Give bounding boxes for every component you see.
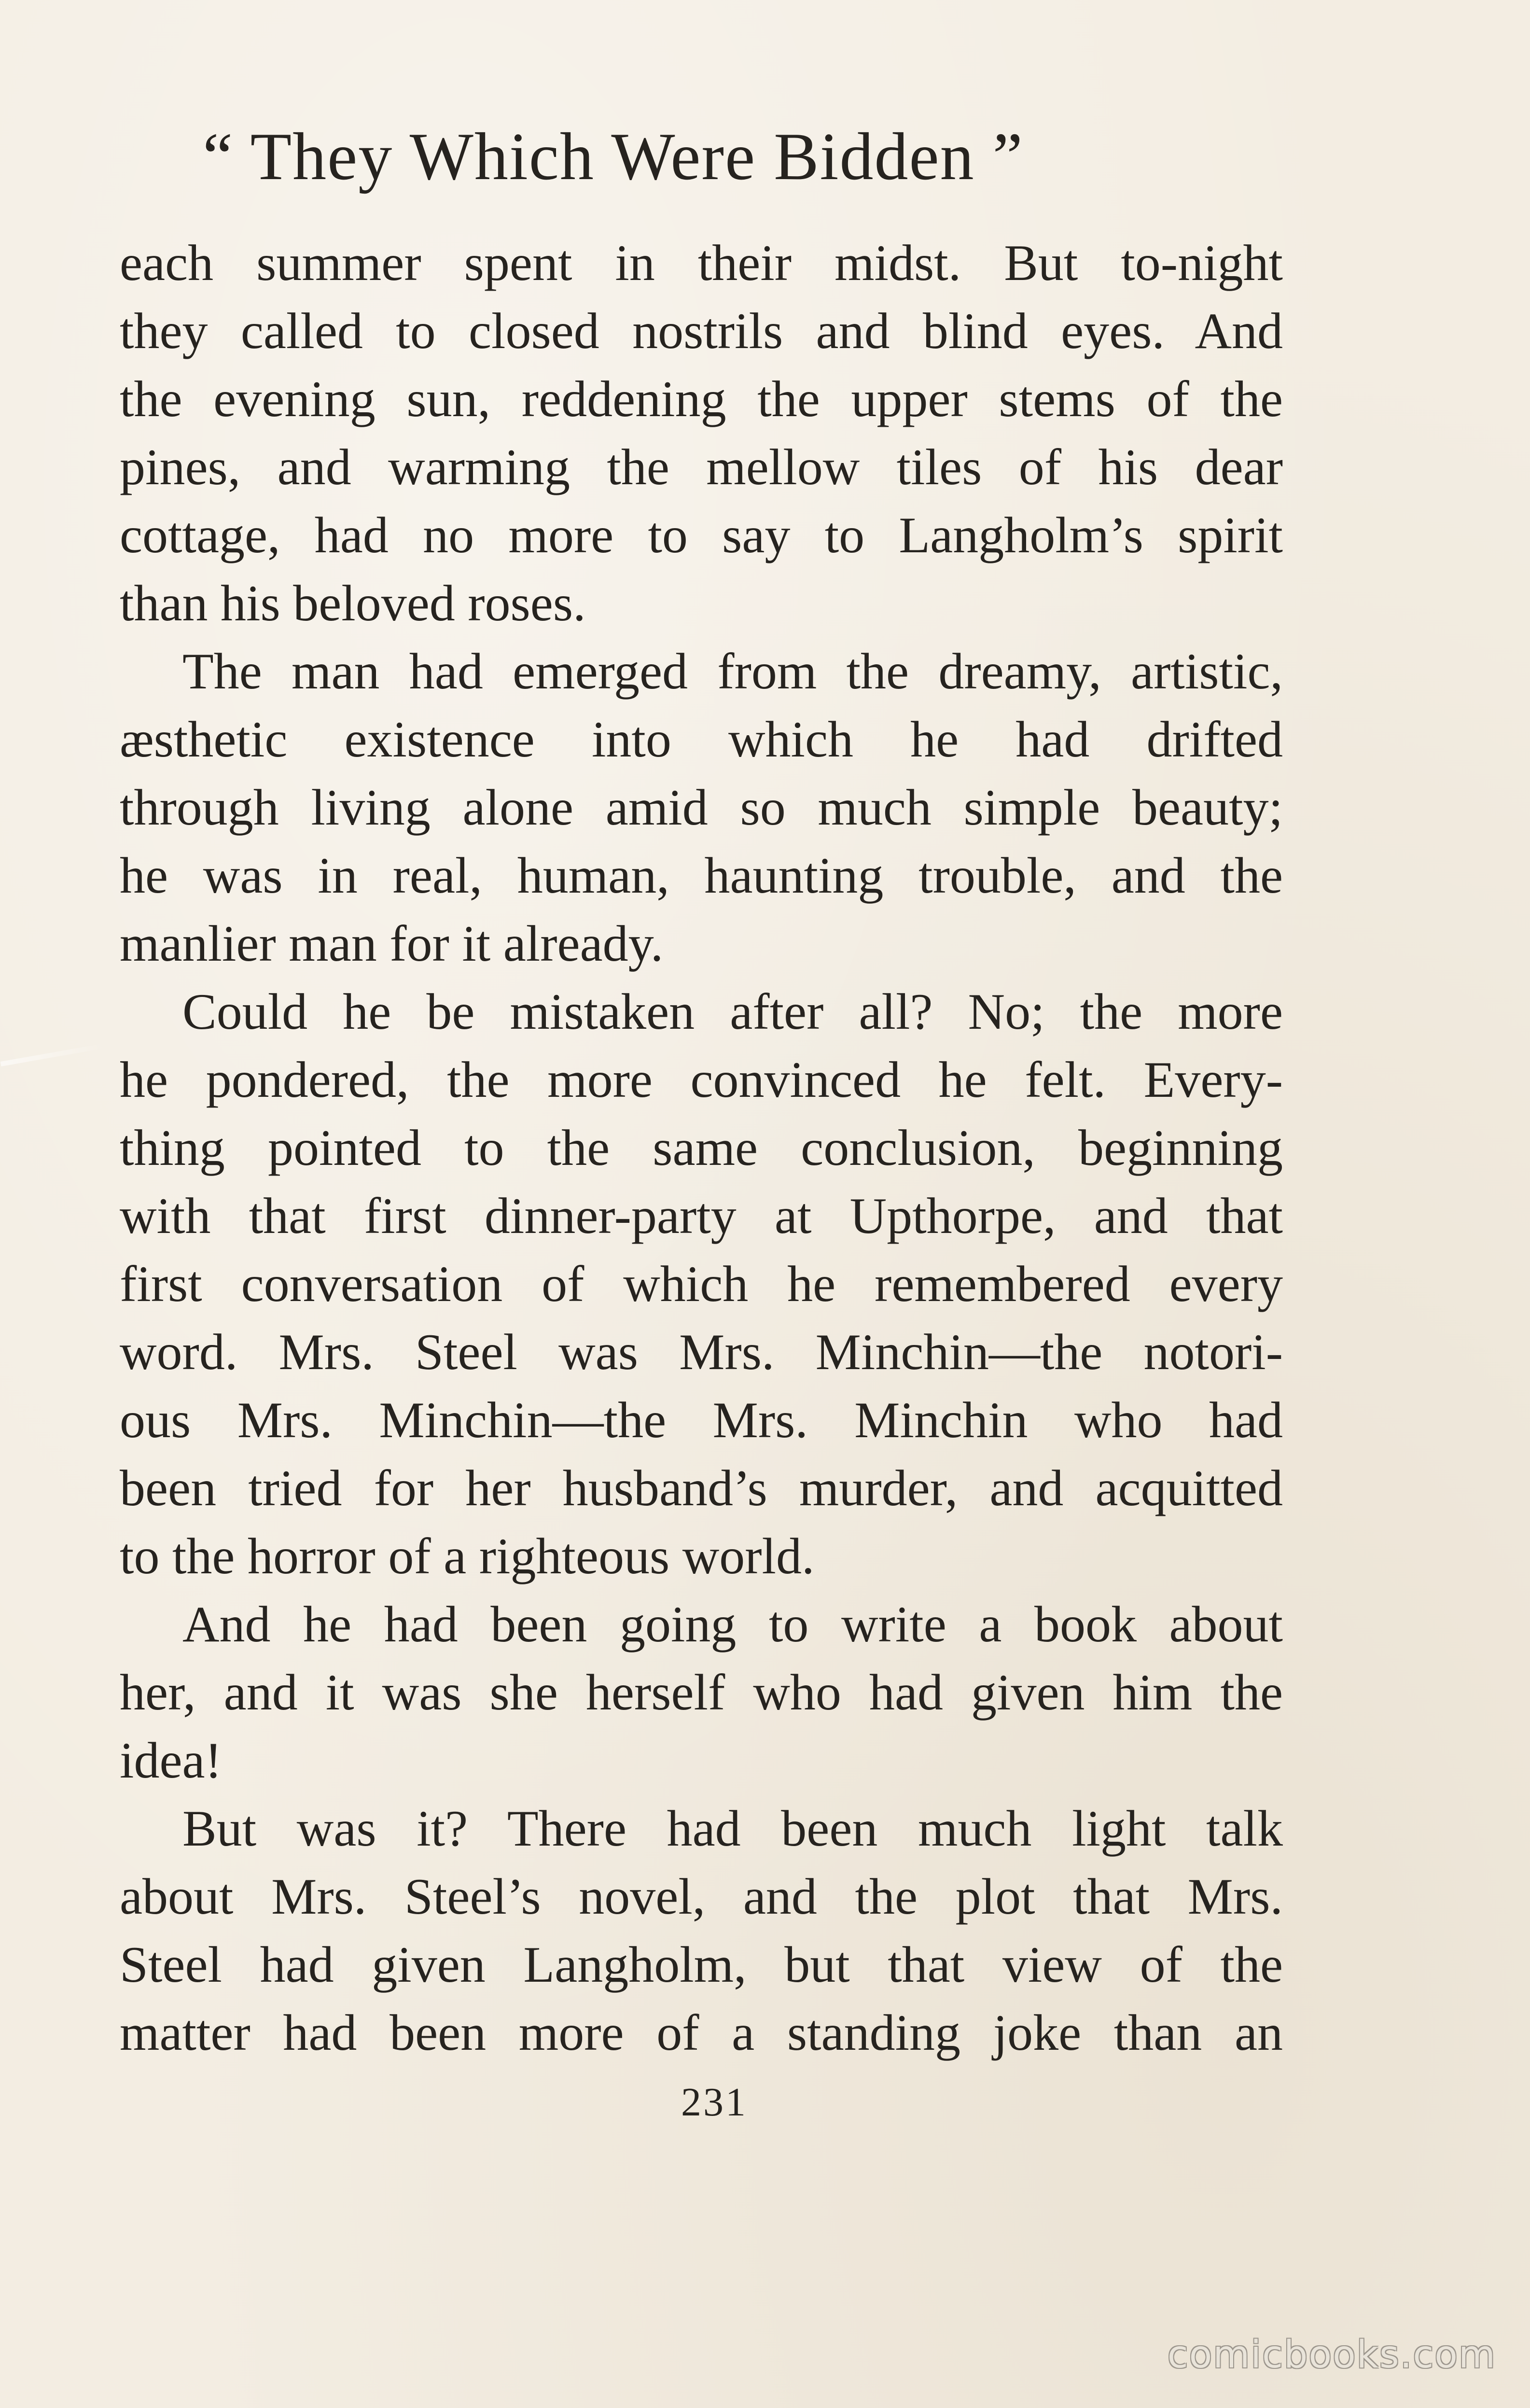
paragraph (120, 1590, 1283, 1794)
text-line: than his beloved roses. (120, 575, 586, 631)
text-line: But was it? There had been much light talk (182, 1800, 1283, 1857)
body-text (120, 229, 1283, 2067)
text-line: cottage, had no more to say to Langholm’s spirit (120, 507, 1283, 563)
text-line: The man had emerged from the dreamy, artistic, (182, 643, 1283, 700)
text-line: pines, and warming the mellow tiles of his dear (120, 439, 1283, 495)
paragraph (120, 1794, 1283, 2067)
text-line: he was in real, human, haunting trouble, and the (120, 847, 1283, 904)
text-line: ous Mrs. Minchin—the Mrs. Minchin who had (120, 1392, 1283, 1448)
text-line: with that first dinner-party at Upthorpe, and that (120, 1188, 1283, 1244)
text-line: her, and it was she herself who had given him the (120, 1664, 1283, 1721)
text-line: And he had been going to write a book about (182, 1596, 1283, 1652)
watermark-logo: comicbooks.com (1167, 2333, 1496, 2377)
text-line: idea! (120, 1732, 222, 1789)
text-line: matter had been more of a standing joke than an (120, 2004, 1283, 2061)
text-line: first conversation of which he remembered every (120, 1256, 1283, 1312)
paragraph (120, 978, 1283, 1590)
text-line: through living alone amid so much simple beauty; (120, 779, 1283, 836)
text-line: been tried for her husband’s murder, and acquitted (120, 1460, 1283, 1516)
text-line: about Mrs. Steel’s novel, and the plot that Mrs. (120, 1868, 1283, 1925)
text-line: Could he be mistaken after all? No; the more (182, 983, 1283, 1040)
paragraph (120, 229, 1283, 637)
paragraph (120, 637, 1283, 978)
text-line: the evening sun, reddening the upper stems of the (120, 371, 1283, 427)
text-line: æsthetic existence into which he had drifted (120, 711, 1283, 768)
text-line: word. Mrs. Steel was Mrs. Minchin—the notori- (120, 1324, 1283, 1380)
text-line: each summer spent in their midst. But to-night (120, 235, 1283, 291)
text-line: to the horror of a righteous world. (120, 1528, 815, 1584)
text-line: Steel had given Langholm, but that view of the (120, 1936, 1283, 1993)
text-line: they called to closed nostrils and blind eyes. And (120, 303, 1283, 359)
running-head: “ They Which Were Bidden ” (203, 119, 1024, 194)
page-number: 231 (681, 2080, 748, 2125)
text-line: thing pointed to the same conclusion, beginning (120, 1120, 1283, 1176)
text-line: he pondered, the more convinced he felt. Every- (120, 1051, 1283, 1108)
text-line: manlier man for it already. (120, 915, 664, 972)
page-crease (0, 1043, 106, 1066)
